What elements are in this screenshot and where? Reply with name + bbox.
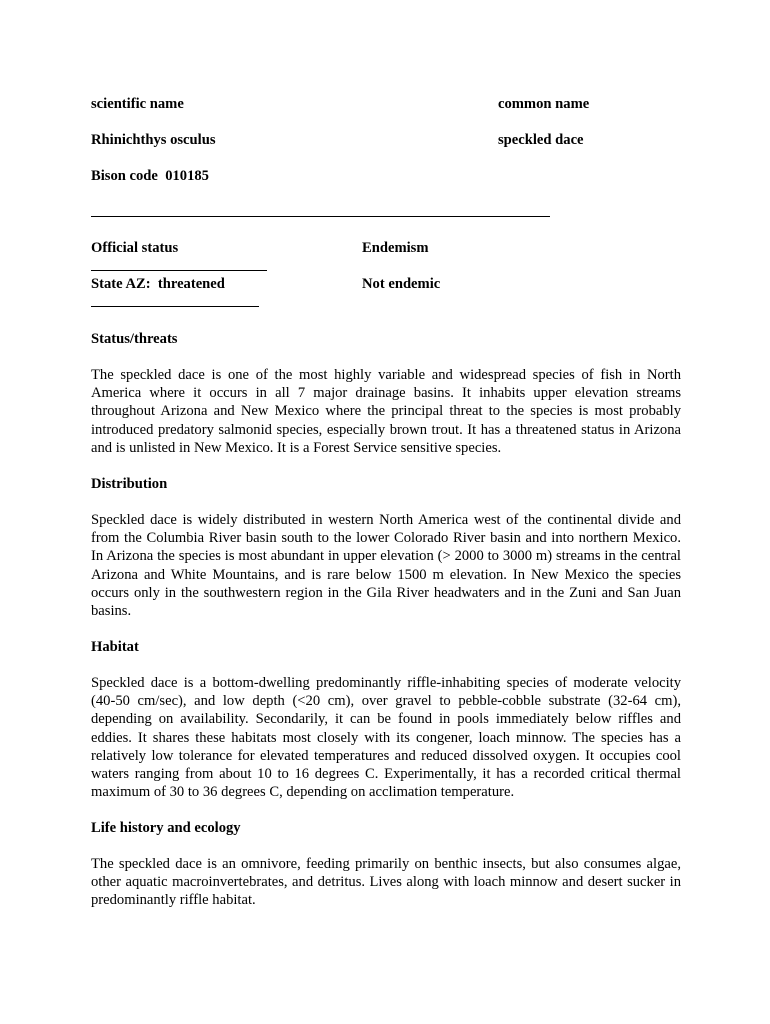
common-name: speckled dace — [498, 132, 584, 148]
section-heading-status-threats: Status/threats — [91, 331, 178, 347]
section-body-habitat: Speckled dace is a bottom-dwelling predominantly riffle-inhabiting species of moderate velocity (40-50 cm/sec), and low depth (<20 cm), over gravel to pebble-cobble substrate (32-64 cm), depending on availability. Secondarily, it can be found in pools immediately below riffles and eddies. It shares these habitats most closely with its congener, loach minnow. The species has a relatively low tolerance for elevated temperatures and reduced dissolved oxygen. It occupies cool waters ranging from about 10 to 16 degrees C. Experimentally, it has a recorded critical thermal maximum of 30 to 36 degrees C, depending on acclimation temperature. — [91, 675, 681, 801]
scientific-name: Rhinichthys osculus — [91, 132, 216, 148]
endemism-label: Endemism — [362, 240, 429, 256]
status-rule-top — [91, 270, 267, 271]
official-status-label: Official status — [91, 240, 179, 256]
endemism-value: Not endemic — [362, 276, 441, 292]
section-heading-distribution: Distribution — [91, 476, 168, 492]
scientific-name-label: scientific name — [91, 96, 184, 112]
section-body-distribution: Speckled dace is widely distributed in western North America west of the continental divide and from the Columbia River basin south to the lower Colorado River basin and into northern Mexico. In Arizona the species is most abundant in upper elevation (> 2000 to 3000 m) streams in the central Arizona and White Mountains, and is rare below 1500 m elevation. In New Mexico the species occurs only in the southwestern region in the Gila River headwaters and in the Zuni and San Juan basins. — [91, 512, 681, 620]
section-heading-life-history: Life history and ecology — [91, 820, 241, 836]
section-heading-habitat: Habitat — [91, 639, 139, 655]
common-name-label: common name — [498, 96, 590, 112]
section-body-life-history: The speckled dace is an omnivore, feeding primarily on benthic insects, but also consumes algae, other aquatic macroinvertebrates, and detritus. Lives along with loach minnow and desert sucker in predominantly riffle habitat. — [91, 856, 681, 909]
status-rule-bottom — [91, 306, 259, 307]
bison-code: Bison code 010185 — [91, 168, 209, 184]
state-status: State AZ: threatened — [91, 276, 225, 292]
section-body-status-threats: The speckled dace is one of the most highly variable and widespread species of fish in North America where it occurs in all 7 major drainage basins. It inhabits upper elevation streams throughout Arizona and New Mexico where the principal threat to the species is most probably introduced predatory salmonid species, especially brown trout. It has a threatened status in Arizona and is unlisted in New Mexico. It is a Forest Service sensitive species. — [91, 367, 681, 456]
header-divider — [91, 216, 550, 217]
